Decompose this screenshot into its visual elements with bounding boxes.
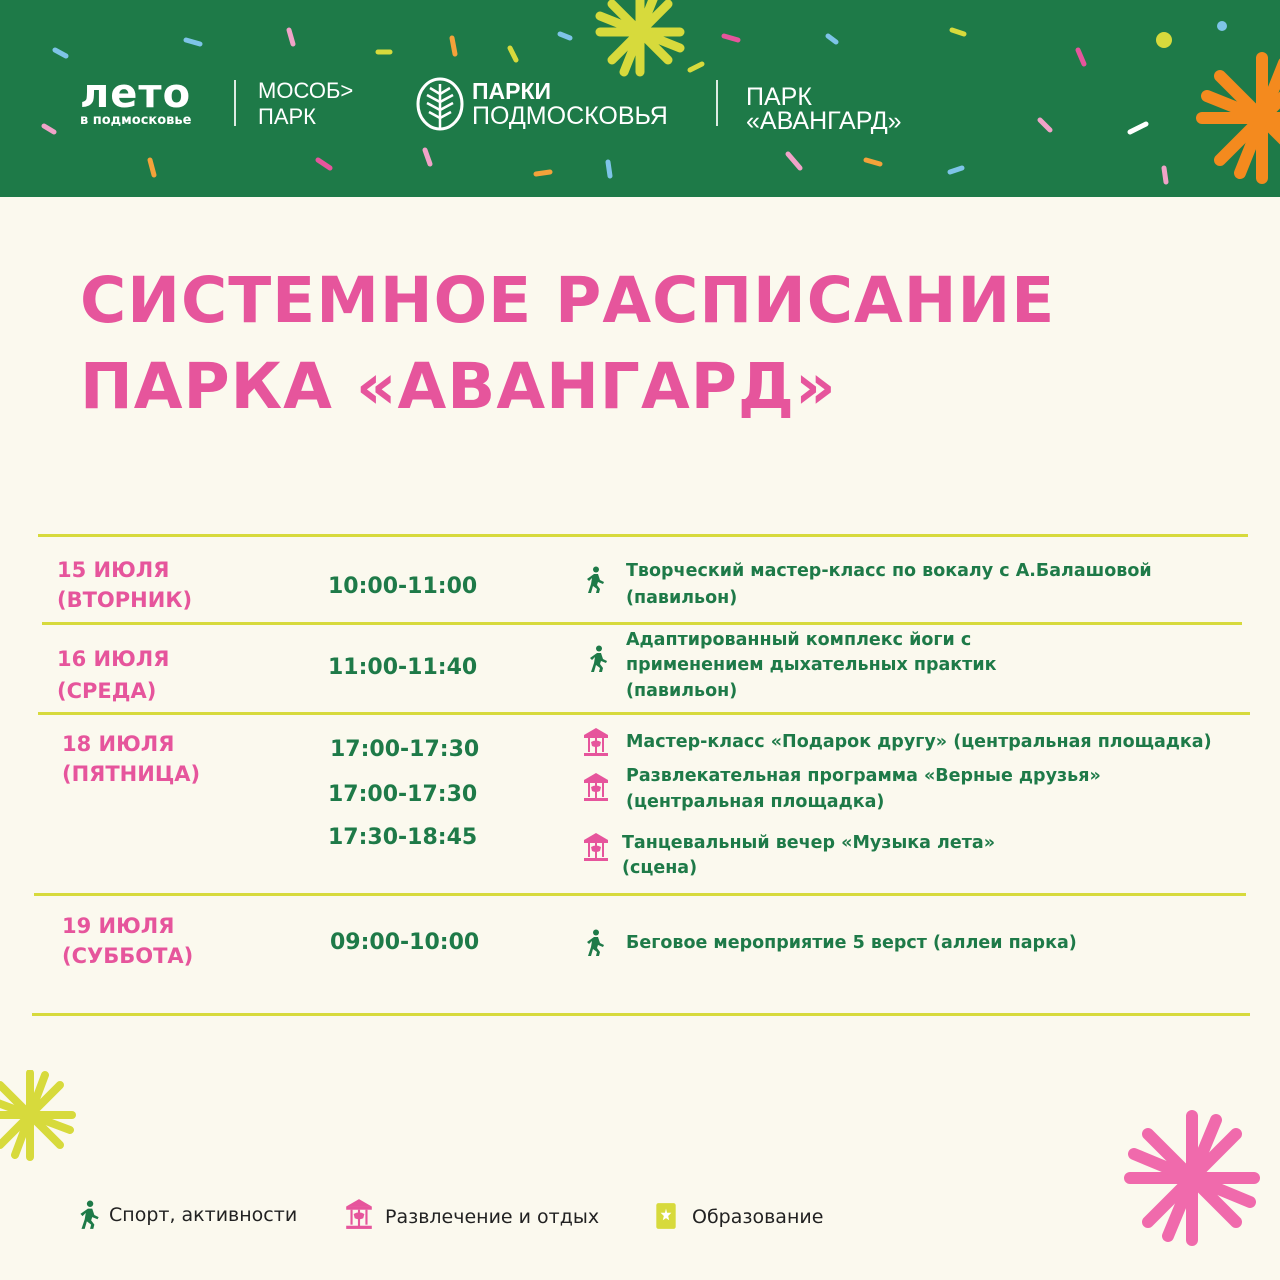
mosobpark-logo bbox=[258, 78, 353, 130]
avangard-logo-line1: ПАРК bbox=[746, 83, 812, 111]
event-title: Развлекательная программа «Верные друзья» bbox=[626, 766, 1101, 786]
running-person-icon bbox=[585, 929, 605, 957]
row-date: 18 ИЮЛЯ bbox=[62, 732, 175, 756]
legend-leisure-label: Развлечение и отдых bbox=[385, 1206, 600, 1228]
header-divider bbox=[716, 80, 718, 126]
event-title: Творческий мастер-класс по вокалу с А.Балашовой bbox=[626, 561, 1152, 581]
page-title-line2: ПАРКА «АВАНГАРД» bbox=[80, 350, 837, 423]
book-icon bbox=[655, 1202, 677, 1230]
running-person-icon bbox=[78, 1200, 100, 1230]
event-time: 17:00-17:30 bbox=[330, 737, 480, 762]
leaf-icon bbox=[414, 76, 466, 132]
row-date: 19 ИЮЛЯ bbox=[62, 914, 175, 938]
mosobpark-logo-line2: ПАРК bbox=[258, 104, 316, 129]
table-divider bbox=[32, 1013, 1250, 1016]
carousel-icon bbox=[344, 1198, 374, 1230]
carousel-icon bbox=[582, 727, 610, 757]
row-weekday: (ПЯТНИЦА) bbox=[62, 762, 201, 786]
row-weekday: (СУББОТА) bbox=[62, 944, 194, 968]
header-divider bbox=[234, 80, 236, 126]
event-title: Адаптированный комплекс йоги с bbox=[626, 630, 972, 650]
carousel-icon bbox=[582, 832, 610, 862]
mosobpark-logo-line1: МОСОБ> bbox=[258, 78, 354, 103]
event-location: (павильон) bbox=[626, 681, 738, 701]
parki-logo-line1: ПАРКИ bbox=[472, 78, 552, 104]
table-divider bbox=[38, 712, 1250, 715]
event-location: (павильон) bbox=[626, 588, 738, 608]
row-weekday: (СРЕДА) bbox=[57, 679, 157, 703]
starburst-decoration bbox=[1110, 1100, 1280, 1280]
row-weekday: (ВТОРНИК) bbox=[57, 588, 193, 612]
confetti-decoration bbox=[0, 0, 1280, 197]
event-time: 17:00-17:30 bbox=[328, 782, 478, 807]
event-title: применением дыхательных практик bbox=[626, 655, 997, 675]
event-time: 17:30-18:45 bbox=[328, 825, 478, 850]
event-title: Мастер-класс «Подарок другу» (центральная площадка) bbox=[626, 732, 1212, 752]
event-title: Беговое мероприятие 5 верст (аллеи парка) bbox=[626, 933, 1077, 953]
leto-logo-subtitle: в подмосковье bbox=[80, 113, 192, 128]
row-date: 16 ИЮЛЯ bbox=[57, 647, 170, 671]
event-title: Танцевальный вечер «Музыка лета» bbox=[622, 833, 996, 853]
row-date: 15 ИЮЛЯ bbox=[57, 558, 170, 582]
avangard-logo-line2: «АВАНГАРД» bbox=[746, 107, 902, 135]
page-title bbox=[80, 258, 1055, 430]
table-divider bbox=[38, 534, 1248, 537]
leto-logo-title: лето bbox=[80, 71, 192, 117]
starburst-decoration bbox=[0, 1070, 100, 1180]
table-divider bbox=[34, 893, 1246, 896]
event-location: (центральная площадка) bbox=[626, 792, 885, 812]
event-location: (сцена) bbox=[622, 858, 698, 878]
legend-education-label: Образование bbox=[692, 1206, 824, 1228]
leto-logo bbox=[80, 71, 192, 128]
header-banner bbox=[0, 0, 1280, 197]
event-time: 10:00-11:00 bbox=[328, 574, 478, 599]
running-person-icon bbox=[588, 645, 608, 673]
running-person-icon bbox=[585, 566, 605, 594]
legend-sport-label: Спорт, активности bbox=[109, 1204, 298, 1226]
page-title-line1: СИСТЕМНОЕ РАСПИСАНИЕ bbox=[80, 264, 1056, 337]
avangard-logo bbox=[746, 85, 902, 133]
event-time: 11:00-11:40 bbox=[328, 655, 478, 680]
table-divider bbox=[42, 622, 1242, 625]
carousel-icon bbox=[582, 772, 610, 802]
parki-logo-line2: ПОДМОСКОВЬЯ bbox=[472, 102, 668, 130]
event-time: 09:00-10:00 bbox=[330, 930, 480, 955]
